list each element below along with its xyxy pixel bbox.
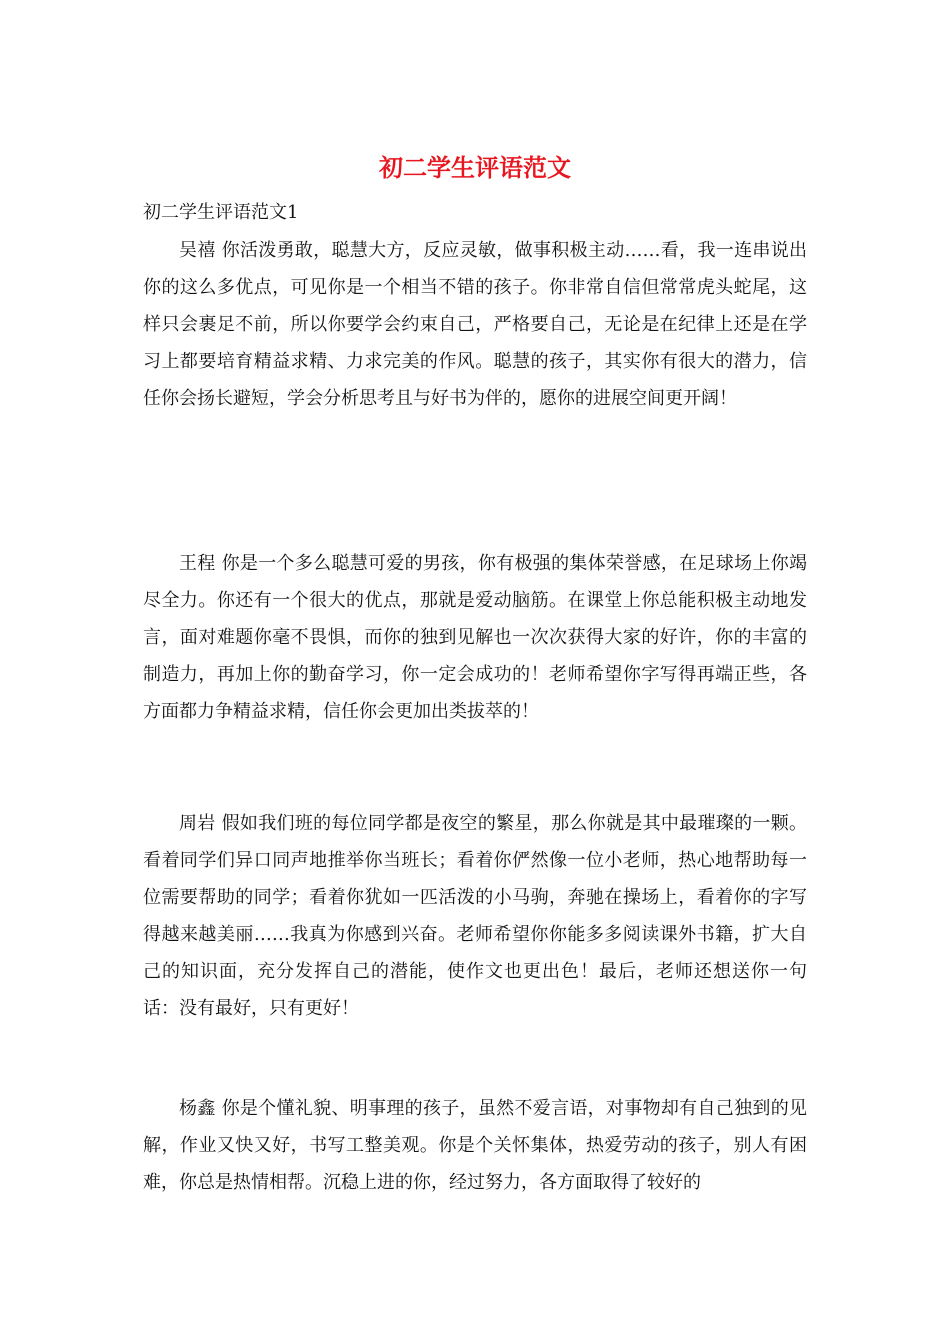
document-title: 初二学生评语范文 bbox=[379, 153, 571, 182]
section-heading: 初二学生评语范文1 bbox=[143, 202, 299, 223]
comment-paragraph-4: 杨鑫 你是个懂礼貌、明事理的孩子，虽然不爱言语，对事物却有自己独到的见解，作业又快又好，书写工整美观。你是个关怀集体，热爱劳动的孩子，别人有困难，你总是热情相帮。沉稳上进的你，经过努力，各方面取得了较好的 bbox=[143, 1098, 807, 1193]
comment-paragraph-2: 王程 你是一个多么聪慧可爱的男孩，你有极强的集体荣誉感，在足球场上你竭尽全力。你还有一个很大的优点，那就是爱动脑筋。在课堂上你总能积极主动地发言，面对难题你毫不畏惧，而你的独到见解也一次次获得大家的好许，你的丰富的制造力，再加上你的勤奋学习，你一定会成功的！老师希望你字写得再端正些，各方面都力争精益求精，信任你会更加出类拔萃的！ bbox=[143, 553, 807, 722]
comment-paragraph-1: 吴禧 你活泼勇敢，聪慧大方，反应灵敏，做事积极主动……看，我一连串说出你的这么多优点，可见你是一个相当不错的孩子。你非常自信但常常虎头蛇尾，这样只会裹足不前，所以你要学会约束自己，严格要自己，无论是在纪律上还是在学习上都要培育精益求精、力求完美的作风。聪慧的孩子，其实你有很大的潜力，信任你会扬长避短，学会分析思考且与好书为伴的，愿你的进展空间更开阔！ bbox=[143, 240, 807, 409]
comment-paragraph-3: 周岩 假如我们班的每位同学都是夜空的繁星，那么你就是其中最璀璨的一颗。看着同学们异口同声地推举你当班长；看着你俨然像一位小老师，热心地帮助每一位需要帮助的同学；看着你犹如一匹活泼的小马驹，奔驰在操场上，看着你的字写得越来越美丽……我真为你感到兴奋。老师希望你你能多多阅读课外书籍，扩大自己的知识面，充分发挥自己的潜能，使作文也更出色！最后，老师还想送你一句话：没有最好，只有更好！ bbox=[143, 813, 807, 1019]
